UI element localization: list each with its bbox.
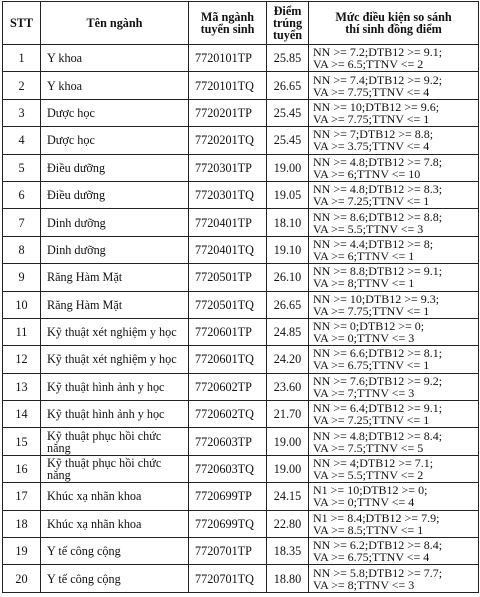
- cell-major-code: 7720699TQ: [189, 510, 267, 537]
- table-row: [3, 154, 479, 181]
- table-row: [3, 565, 479, 592]
- cell-score: 25.45: [267, 99, 309, 126]
- cell-condition: [309, 72, 479, 99]
- cell-score: 19.00: [267, 455, 309, 482]
- condition-line2: VA >= 7.5;TTNV <= 5: [313, 440, 424, 455]
- condition-line1: NN >= 8.6;DTB12 >= 8.8;: [313, 209, 443, 224]
- cell-stt: 13: [3, 373, 41, 400]
- cell-major-name: Răng Hàm Mặt: [41, 291, 189, 318]
- cell-condition: [309, 510, 479, 537]
- cell-major-code: 7720401TP: [189, 209, 267, 236]
- condition-line1: NN >= 4.4;DTB12 >= 8;: [313, 236, 434, 251]
- cell-stt: 20: [3, 565, 41, 592]
- table-row: [3, 483, 479, 510]
- header-condition-line2: thí sinh đồng điểm: [345, 22, 442, 36]
- table-row: [3, 538, 479, 565]
- cell-stt: 12: [3, 346, 41, 373]
- cell-stt: 17: [3, 483, 41, 510]
- admission-score-table: [2, 1, 479, 593]
- cell-score: 22.80: [267, 510, 309, 537]
- cell-condition: [309, 483, 479, 510]
- cell-major-code: 7720101TQ: [189, 72, 267, 99]
- condition-line1: NN >= 4;DTB12 >= 7.1;: [313, 456, 434, 471]
- cell-condition: [309, 236, 479, 263]
- cell-major-code: 7720601TQ: [189, 346, 267, 373]
- cell-stt: 19: [3, 538, 41, 565]
- table-row: [3, 318, 479, 345]
- header-major-code: [189, 2, 267, 45]
- condition-line1: NN >= 5.8;DTB12 >= 7.7;: [313, 565, 443, 580]
- condition-line1: N1 >= 8.4;DTB12 >= 7.9;: [313, 510, 440, 525]
- cell-condition: [309, 99, 479, 126]
- cell-score: 26.65: [267, 72, 309, 99]
- cell-score: 26.65: [267, 291, 309, 318]
- table-row: [3, 236, 479, 263]
- condition-line1: NN >= 7.6;DTB12 >= 9.2;: [313, 373, 443, 388]
- cell-major-code: 7720201TQ: [189, 127, 267, 154]
- cell-condition: [309, 154, 479, 181]
- cell-major-code: 7720603TQ: [189, 455, 267, 482]
- cell-major-code: 7720602TQ: [189, 401, 267, 428]
- condition-line2: VA >= 6;TTNV <= 10: [313, 166, 421, 181]
- condition-line2: VA >= 8.5;TTNV <= 1: [313, 522, 424, 537]
- table-row: [3, 99, 479, 126]
- table-row: [3, 510, 479, 537]
- condition-line1: NN >= 4.8;DTB12 >= 8.4;: [313, 428, 443, 443]
- cell-score: 24.20: [267, 346, 309, 373]
- condition-line2: VA >= 7.75;TTNV <= 1: [313, 111, 430, 126]
- cell-stt: 4: [3, 127, 41, 154]
- cell-score: 24.85: [267, 318, 309, 345]
- condition-line2: VA >= 6;TTNV <= 1: [313, 248, 415, 263]
- cell-major-code: 7720401TQ: [189, 236, 267, 263]
- condition-line2: VA >= 7.25;TTNV <= 1: [313, 413, 430, 428]
- condition-line1: NN >= 6.2;DTB12 >= 8.4;: [313, 538, 443, 553]
- condition-line1: N1 >= 10;DTB12 >= 0;: [313, 483, 428, 498]
- cell-stt: 15: [3, 428, 41, 455]
- cell-score: 24.15: [267, 483, 309, 510]
- condition-line2: VA >= 7.25;TTNV <= 1: [313, 194, 430, 209]
- table-row: [3, 428, 479, 455]
- header-tiebreak-condition: [309, 2, 479, 45]
- cell-major-name: Kỹ thuật hình ảnh y học: [41, 401, 189, 428]
- cell-condition: [309, 565, 479, 592]
- cell-stt: 14: [3, 401, 41, 428]
- table-row: [3, 181, 479, 208]
- condition-line2: VA >= 7.75;TTNV <= 1: [313, 303, 430, 318]
- condition-line1: NN >= 10;DTB12 >= 9.6;: [313, 99, 440, 114]
- cell-stt: 8: [3, 236, 41, 263]
- cell-stt: 9: [3, 264, 41, 291]
- cell-stt: 5: [3, 154, 41, 181]
- condition-line1: NN >= 7.2;DTB12 >= 9.1;: [313, 45, 443, 60]
- cell-condition: [309, 346, 479, 373]
- cell-score: 23.60: [267, 373, 309, 400]
- header-score: [267, 2, 309, 45]
- table-body: [3, 45, 479, 593]
- cell-score: 19.00: [267, 154, 309, 181]
- table-row: [3, 264, 479, 291]
- header-score-line1: Điểm: [273, 4, 302, 18]
- cell-condition: [309, 318, 479, 345]
- cell-condition: [309, 291, 479, 318]
- cell-condition: [309, 538, 479, 565]
- cell-major-name: Khúc xạ nhãn khoa: [41, 510, 189, 537]
- condition-line2: VA >= 7.75;TTNV <= 4: [313, 84, 430, 99]
- cell-score: 18.35: [267, 538, 309, 565]
- table-row: [3, 209, 479, 236]
- cell-condition: [309, 45, 479, 72]
- condition-line1: NN >= 8.8;DTB12 >= 9.1;: [313, 264, 443, 279]
- condition-line2: VA >= 8;TTNV <= 3: [313, 577, 415, 592]
- table-row: [3, 401, 479, 428]
- cell-major-code: 7720301TQ: [189, 181, 267, 208]
- cell-score: 19.05: [267, 181, 309, 208]
- cell-major-code: 7720201TP: [189, 99, 267, 126]
- condition-line2: VA >= 6.75;TTNV <= 4: [313, 550, 430, 565]
- condition-line1: NN >= 7.4;DTB12 >= 9.2;: [313, 72, 443, 87]
- cell-major-code: 7720301TP: [189, 154, 267, 181]
- condition-line2: VA >= 6.5;TTNV <= 2: [313, 57, 424, 72]
- cell-score: 19.00: [267, 428, 309, 455]
- cell-condition: [309, 181, 479, 208]
- cell-major-name: Y khoa: [41, 45, 189, 72]
- cell-major-name: Y tế công cộng: [41, 538, 189, 565]
- cell-score: 25.45: [267, 127, 309, 154]
- table-row: [3, 455, 479, 482]
- cell-major-name: Dinh dưỡng: [41, 209, 189, 236]
- cell-stt: 10: [3, 291, 41, 318]
- cell-condition: [309, 428, 479, 455]
- cell-score: 18.10: [267, 209, 309, 236]
- cell-stt: 1: [3, 45, 41, 72]
- cell-stt: 18: [3, 510, 41, 537]
- cell-major-name: Kỹ thuật phục hồi chức năng: [41, 455, 189, 482]
- cell-major-name: Kỹ thuật phục hồi chức năng: [41, 428, 189, 455]
- header-score-line2: trúng: [272, 16, 303, 30]
- cell-score: 25.85: [267, 45, 309, 72]
- header-major-code-line1: Mã ngành: [200, 10, 255, 24]
- cell-condition: [309, 127, 479, 154]
- table-row: [3, 127, 479, 154]
- condition-line1: NN >= 6.6;DTB12 >= 8.1;: [313, 346, 443, 361]
- condition-line1: NN >= 7;DTB12 >= 8.8;: [313, 127, 434, 142]
- cell-major-name: Kỹ thuật xét nghiệm y học: [41, 346, 189, 373]
- condition-line2: VA >= 7;TTNV <= 3: [313, 385, 415, 400]
- cell-condition: [309, 264, 479, 291]
- cell-major-name: Dược học: [41, 99, 189, 126]
- cell-stt: 3: [3, 99, 41, 126]
- cell-major-name: Răng Hàm Mặt: [41, 264, 189, 291]
- condition-line1: NN >= 4.8;DTB12 >= 7.8;: [313, 154, 443, 169]
- cell-stt: 2: [3, 72, 41, 99]
- cell-major-code: 7720701TQ: [189, 565, 267, 592]
- cell-major-name: Điều dưỡng: [41, 181, 189, 208]
- table-row: [3, 346, 479, 373]
- condition-line1: NN >= 6.4;DTB12 >= 9.1;: [313, 401, 443, 416]
- cell-major-code: 7720501TP: [189, 264, 267, 291]
- cell-major-name: Điều dưỡng: [41, 154, 189, 181]
- cell-major-name: Kỹ thuật hình ảnh y học: [41, 373, 189, 400]
- cell-score: 26.10: [267, 264, 309, 291]
- table-row: [3, 45, 479, 72]
- cell-major-code: 7720602TP: [189, 373, 267, 400]
- cell-condition: [309, 209, 479, 236]
- cell-major-name: Dược học: [41, 127, 189, 154]
- cell-major-name: Y khoa: [41, 72, 189, 99]
- condition-line2: VA >= 8;TTNV <= 1: [313, 276, 415, 291]
- header-major-code-line2: tuyển sinh: [200, 22, 255, 36]
- cell-major-name: Dinh dưỡng: [41, 236, 189, 263]
- cell-condition: [309, 373, 479, 400]
- cell-score: 19.10: [267, 236, 309, 263]
- condition-line2: VA >= 5.5;TTNV <= 2: [313, 468, 424, 483]
- cell-major-name: Khúc xạ nhãn khoa: [41, 483, 189, 510]
- cell-major-name: Y tế công cộng: [41, 565, 189, 592]
- header-condition-line1: Mức điều kiện so sánh: [335, 10, 452, 24]
- condition-line2: VA >= 3.75;TTNV <= 4: [313, 139, 430, 154]
- cell-score: 21.70: [267, 401, 309, 428]
- condition-line2: VA >= 5.5;TTNV <= 3: [313, 221, 424, 236]
- cell-major-code: 7720501TQ: [189, 291, 267, 318]
- cell-stt: 16: [3, 455, 41, 482]
- cell-stt: 11: [3, 318, 41, 345]
- table-row: [3, 373, 479, 400]
- cell-condition: [309, 401, 479, 428]
- cell-major-code: 7720701TP: [189, 538, 267, 565]
- cell-major-name: Kỹ thuật xét nghiệm y học: [41, 318, 189, 345]
- table-row: [3, 72, 479, 99]
- header-score-line3: tuyển: [272, 28, 303, 42]
- condition-line1: NN >= 4.8;DTB12 >= 8.3;: [313, 182, 443, 197]
- condition-line2: VA >= 0;TTNV <= 4: [313, 495, 415, 510]
- header-stt: STT: [3, 2, 41, 45]
- cell-score: 18.80: [267, 565, 309, 592]
- cell-stt: 6: [3, 181, 41, 208]
- cell-major-code: 7720603TP: [189, 428, 267, 455]
- cell-stt: 7: [3, 209, 41, 236]
- condition-line1: NN >= 0;DTB12 >= 0;: [313, 319, 425, 334]
- cell-major-code: 7720699TP: [189, 483, 267, 510]
- condition-line2: VA >= 0;TTNV <= 3: [313, 331, 415, 346]
- cell-major-code: 7720601TP: [189, 318, 267, 345]
- cell-major-code: 7720101TP: [189, 45, 267, 72]
- table-row: [3, 291, 479, 318]
- cell-condition: [309, 455, 479, 482]
- header-major-name: Tên ngành: [41, 2, 189, 45]
- condition-line2: VA >= 6.75;TTNV <= 1: [313, 358, 430, 373]
- condition-line1: NN >= 10;DTB12 >= 9.3;: [313, 291, 440, 306]
- table-header-row: [3, 2, 479, 45]
